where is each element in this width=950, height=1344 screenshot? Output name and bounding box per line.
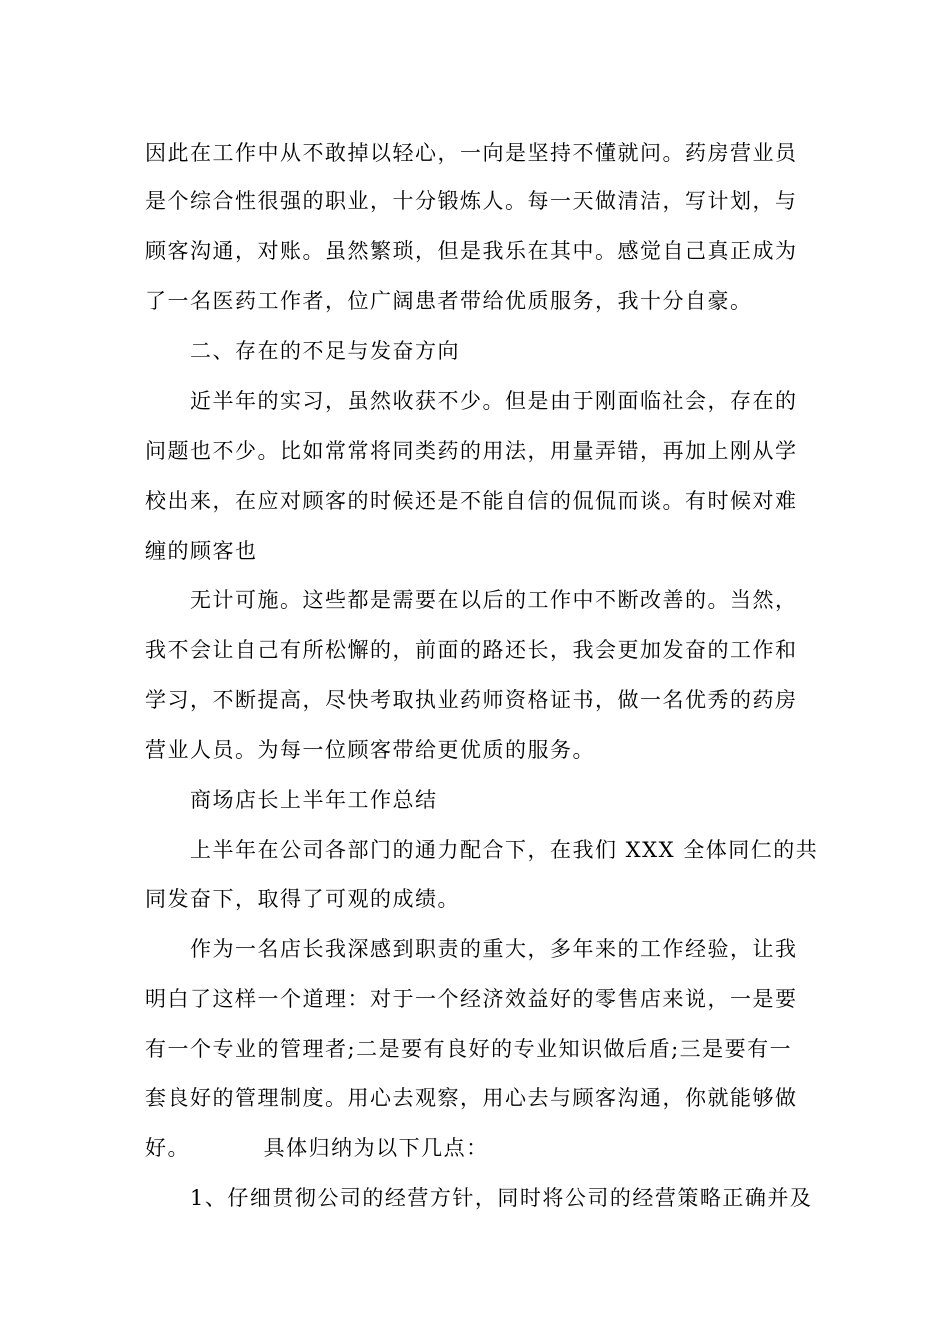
- text-line: 套良好的管理制度。用心去观察，用心去与顾客沟通，你就能够做: [145, 1086, 798, 1110]
- text-line: 是个综合性很强的职业，十分锻炼人。每一天做清洁，写计划，与: [145, 189, 798, 213]
- text-line: 同发奋下，取得了可观的成绩。: [145, 887, 460, 911]
- text-line: 1、仔细贯彻公司的经营方针，同时将公司的经营策略正确并及: [190, 1186, 813, 1210]
- text-line: 因此在工作中从不敢掉以轻心，一向是坚持不懂就问。药房营业员: [145, 141, 798, 165]
- text-line: 好。 具体归纳为以下几点：: [145, 1136, 489, 1160]
- text-line: 上半年在公司各部门的通力配合下，在我们 XXX 全体同仁的共: [190, 838, 819, 862]
- text-line: 近半年的实习，虽然收获不少。但是由于刚面临社会，存在的: [190, 389, 798, 413]
- text-line: 学习，不断提高，尽快考取执业药师资格证书，做一名优秀的药房: [145, 688, 798, 712]
- text-line: 无计可施。这些都是需要在以后的工作中不断改善的。当然，: [190, 588, 798, 612]
- text-line: 问题也不少。比如常常将同类药的用法，用量弄错，再加上刚从学: [145, 439, 798, 463]
- text-line: 营业人员。为每一位顾客带给更优质的服务。: [145, 738, 595, 762]
- text-line: 明白了这样一个道理：对于一个经济效益好的零售店来说，一是要: [145, 987, 798, 1011]
- text-line: 我不会让自己有所松懈的，前面的路还长，我会更加发奋的工作和: [145, 638, 798, 662]
- text-line: 作为一名店长我深感到职责的重大，多年来的工作经验，让我: [190, 937, 798, 961]
- text-line: 有一个专业的管理者;二是要有良好的专业知识做后盾;三是要有一: [145, 1037, 793, 1061]
- text-line: 顾客沟通，对账。虽然繁琐，但是我乐在其中。感觉自己真正成为: [145, 239, 798, 263]
- text-line: 缠的顾客也: [145, 539, 258, 563]
- section-heading: 二、存在的不足与发奋方向: [190, 339, 460, 363]
- text-line: 了一名医药工作者，位广阔患者带给优质服务，我十分自豪。: [145, 289, 753, 313]
- section-heading: 商场店长上半年工作总结: [190, 788, 438, 812]
- text-line: 校出来，在应对顾客的时候还是不能自信的侃侃而谈。有时候对难: [145, 489, 798, 513]
